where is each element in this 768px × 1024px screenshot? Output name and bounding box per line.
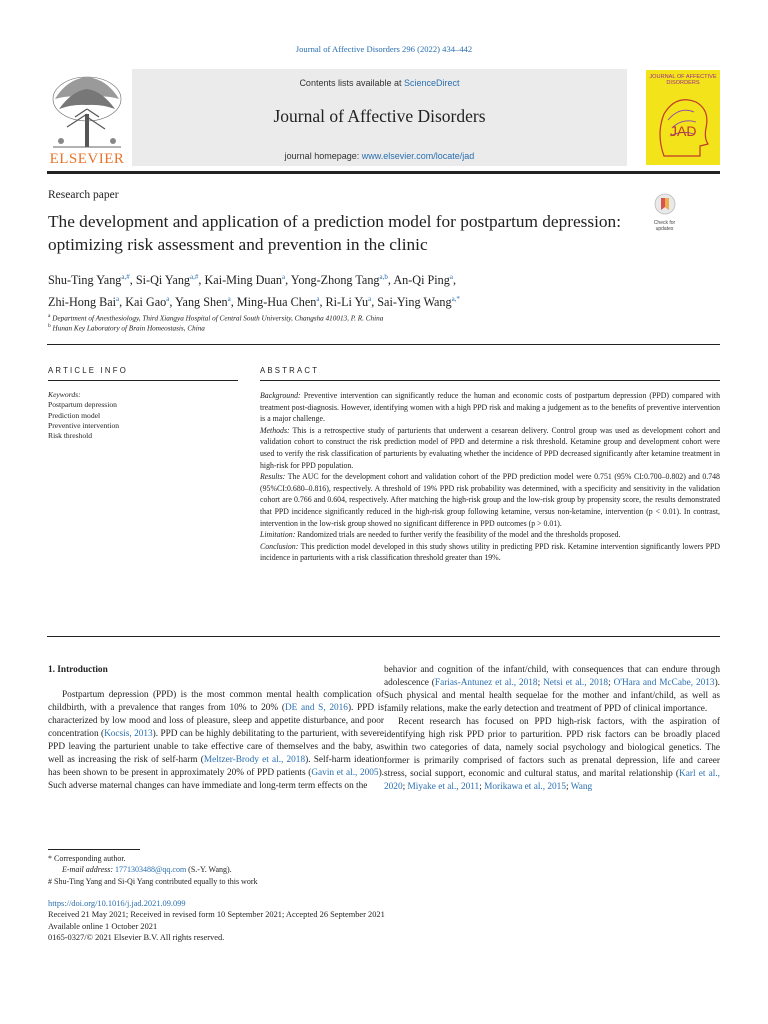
abstract-background <box>260 390 720 425</box>
keyword-item[interactable]: Risk threshold <box>48 431 93 441</box>
elsevier-tree-icon <box>47 69 127 149</box>
author-affiliation-mark[interactable]: a <box>316 295 320 304</box>
keywords-block <box>48 390 238 441</box>
keywords-label: Keywords: <box>48 390 81 399</box>
author-name[interactable]: Yang Shen <box>174 295 228 310</box>
article-type: Research paper <box>48 189 119 201</box>
footnotes <box>48 853 448 887</box>
abstract-text: Randomized trials are needed to further verify the feasibility of the model and the thresholds proposed. <box>297 530 621 540</box>
author-affiliation-mark[interactable]: a,b <box>379 273 388 281</box>
abstract-results <box>260 471 720 529</box>
affiliation-a <box>48 313 383 322</box>
doi-link[interactable]: https://doi.org/10.1016/j.jad.2021.09.099 <box>48 899 186 908</box>
author-affiliation-mark[interactable]: a <box>166 295 170 304</box>
journal-homepage-link[interactable]: www.elsevier.com/locate/jad <box>361 151 475 161</box>
author-name[interactable]: Ri-Li Yu <box>325 295 369 310</box>
body-text: ; <box>402 782 408 793</box>
author-name[interactable]: Sai-Ying Wang <box>377 295 452 310</box>
keyword-item[interactable]: Postpartum depression <box>48 400 117 410</box>
abstract-text: Preventive intervention can significantly reduce the human and economic costs of postpartum depression (PPD) compared with treatment post-diagnosis. However, identifying women with a high PPD risk and making a judgement as to the benefits of preventive intervention is a major challenge. <box>260 391 720 424</box>
reference-link[interactable]: Morikawa et al., 2015 <box>484 782 566 793</box>
abstract-body <box>260 390 720 564</box>
reference-link[interactable]: DE and S, 2016 <box>284 703 348 714</box>
abstract-conclusion <box>260 541 720 564</box>
abstract-label: Methods: <box>260 425 290 435</box>
body-text: ). Such adverse maternal changes can have immediate and long-term term effects on the <box>48 768 384 792</box>
author-name[interactable]: Yong-Zhong Tang <box>290 273 380 288</box>
abstract-label: Limitation: <box>260 530 296 540</box>
abstract-rule <box>260 380 720 381</box>
article-info-heading: ARTICLE INFO <box>48 366 128 375</box>
keyword-item[interactable]: Prediction model <box>48 410 101 420</box>
body-text: ; <box>537 678 544 689</box>
article-info-rule <box>48 380 238 381</box>
reference-link[interactable]: Gavin et al., 2005 <box>311 768 379 779</box>
received-dates: Received 21 May 2021; Received in revised form 10 September 2021; Accepted 26 September 2021 <box>48 910 385 920</box>
author-separator: , <box>285 273 291 288</box>
author-name[interactable]: Ming-Hua Chen <box>236 295 317 310</box>
journal-citation-link[interactable]: Journal of Affective Disorders 296 (2022) 434–442 <box>295 44 473 54</box>
intro-paragraph-2 <box>384 716 720 794</box>
section-heading-introduction: 1. Introduction <box>48 665 108 675</box>
body-text: ). Self-harm ideation has been shown to be present in approximately 20% of PPD patients ( <box>48 755 384 779</box>
header-rule <box>47 171 720 174</box>
body-text: ). PPD is characterized by low mood and loss of pleasure, sleep and appetite disturbance, and poor concentration ( <box>48 703 385 740</box>
cover-title: JOURNAL OF AFFECTIVE DISORDERS <box>649 74 717 86</box>
article-title: The development and application of a prediction model for postpartum depression: optimizing risk assessment and prevention in the clinic <box>48 212 621 254</box>
affiliation-b <box>48 323 205 332</box>
affiliation-text: Department of Anesthesiology, Third Xiangya Hospital of Central South University, Changsha 410013, P. R. China <box>52 314 384 323</box>
body-text: ; <box>608 678 614 689</box>
reference-link[interactable]: Wang <box>570 782 593 793</box>
cover-logo-text: JAD <box>670 123 697 139</box>
author-separator: , <box>371 295 378 310</box>
author-affiliation-mark[interactable]: a <box>368 295 372 304</box>
reference-link[interactable]: Meltzer-Brody et al., 2018 <box>203 755 306 766</box>
left-column <box>48 664 384 793</box>
author-separator: , <box>387 273 394 288</box>
check-updates-line2: updates <box>655 226 674 232</box>
author-affiliation-mark[interactable]: a <box>282 273 286 281</box>
author-name[interactable]: Shu-Ting Yang <box>48 273 122 288</box>
abstract-limitation <box>260 529 720 541</box>
email-note <box>48 864 448 875</box>
author-affiliation-mark[interactable]: a,# <box>190 273 199 281</box>
email-suffix: (S.-Y. Wang). <box>186 865 232 875</box>
author-name[interactable]: Kai Gao <box>125 295 167 310</box>
abstract-label: Conclusion: <box>260 541 299 551</box>
abstract-label: Results: <box>260 472 286 482</box>
contents-line <box>132 78 627 88</box>
article-history <box>48 898 648 944</box>
contents-prefix: Contents lists available at <box>299 78 402 88</box>
body-text: Postpartum depression (PPD) is the most common mental health complication of childbirth, with a prevalence that ranges from 10% to 20% ( <box>48 690 384 714</box>
journal-masthead <box>47 69 720 166</box>
abstract-label: Background: <box>260 391 301 400</box>
sciencedirect-link[interactable]: ScienceDirect <box>404 78 460 88</box>
reference-link[interactable]: Farias-Antunez et al., 2018 <box>434 678 538 689</box>
intro-paragraph-1 <box>48 689 384 793</box>
body-text: behavior and cognition of the infant/child, with consequences that can endure through adolescence ( <box>384 665 720 689</box>
reference-link[interactable]: Netsi et al., 2018 <box>543 678 609 689</box>
author-name[interactable]: Zhi-Hong Bai <box>48 295 117 310</box>
journal-header-box <box>132 69 627 166</box>
reference-link[interactable]: Karl et al., 2020 <box>384 769 720 793</box>
check-for-updates-button[interactable] <box>648 193 681 231</box>
homepage-line <box>132 151 627 161</box>
publisher-name: ELSEVIER <box>49 151 125 167</box>
author-separator: , <box>198 273 205 288</box>
affiliation-text: Hunan Key Laboratory of Brain Homeostasis, China <box>52 324 205 333</box>
author-name[interactable]: Si-Qi Yang <box>135 273 191 288</box>
journal-cover-thumbnail[interactable] <box>646 70 720 165</box>
affiliation-mark: a <box>48 313 51 319</box>
author-affiliation-mark[interactable]: a,# <box>121 273 130 281</box>
divider-rule <box>47 344 720 345</box>
author-separator: , <box>129 273 136 288</box>
keyword-item[interactable]: Preventive intervention <box>48 420 120 430</box>
author-list <box>48 268 718 312</box>
abstract-end-rule <box>47 636 720 637</box>
reference-link[interactable]: O'Hara and McCabe, 2013 <box>613 678 715 689</box>
body-text: ; <box>565 782 571 793</box>
cover-head-icon <box>646 84 720 164</box>
corresponding-author-note: * Corresponding author. <box>48 854 126 863</box>
check-updates-icon <box>654 193 676 215</box>
body-text: ). PPD can be highly debilitating to the parturient, with severe PPD leaving the parturient unable to take effective care of themselves and the baby, as well as increasing the risk of self-harm ( <box>48 729 384 766</box>
author-affiliation-mark[interactable]: a <box>227 295 231 304</box>
author-name[interactable]: An-Qi Ping <box>393 273 450 288</box>
author-separator: , <box>169 295 175 310</box>
author-affiliation-mark[interactable]: a <box>449 273 453 281</box>
body-text: Recent research has focused on PPD high-risk factors, with the aspiration of identifying high risk PPD prior to parturition. PPD risk factors can be broadly placed within two categories of data, namely social psychology and biological genetics. The former is primarily comprised of factors such as prenatal depression, life and career stress, social support, economic and cultural status, and marital relationship ( <box>384 717 720 780</box>
copyright: 0165-0327/© 2021 Elsevier B.V. All rights reserved. <box>48 933 225 943</box>
intro-paragraph-1-continued <box>384 664 720 716</box>
email-link[interactable]: 1771303488@qq.com <box>115 865 187 875</box>
abstract-text: This prediction model developed in this study shows utility in predicting PPD risk. Ketamine intervention significantly lowers PPD incidence in parturients with a risk classification threshold greater than 19%. <box>260 541 720 563</box>
elsevier-logo[interactable] <box>47 69 127 166</box>
author-name[interactable]: Kai-Ming Duan <box>204 273 282 288</box>
reference-link[interactable]: Kocsis, 2013 <box>104 729 153 740</box>
author-separator: , <box>119 295 126 310</box>
abstract-text: This is a retrospective study of parturients that underwent a cesarean delivery. Control group was used as development cohort and validation cohort to construct the risk prediction model of PPD and determine a risk threshold. Ketamine group and development cohort were used to verify the risk classification of parturients by evaluating whether the incidence of PPD decreased significantly after ketamine treatment in high-risk for PPD population. <box>260 425 720 470</box>
available-online: Available online 1 October 2021 <box>48 921 158 931</box>
abstract-methods <box>260 425 720 471</box>
author-separator: , <box>230 295 237 310</box>
footnote-rule <box>48 849 140 850</box>
equal-contribution-note: # Shu-Ting Yang and Si-Qi Yang contributed equally to this work <box>48 876 258 886</box>
reference-link[interactable]: Miyake et al., 2011 <box>407 782 480 793</box>
author-separator: , <box>452 273 457 288</box>
author-separator: , <box>319 295 326 310</box>
affiliation-mark: b <box>48 323 51 329</box>
author-affiliation-mark[interactable]: a <box>116 295 120 304</box>
journal-title: Journal of Affective Disorders <box>273 106 486 126</box>
homepage-prefix: journal homepage: <box>284 151 360 161</box>
email-label: E-mail address: <box>62 865 114 875</box>
body-text: ). Such physical and mental health sequelae for the mother and infant/child, as well as family relations, make the early detection and treatment of PPD of clinical importance. <box>384 678 720 715</box>
abstract-text: The AUC for the development cohort and validation cohort of the PPD prediction model were 0.751 (95% CI:0.700–0.802) and 0.748 (95%CI:0.680–0.816), respectively. A threshold of 19% PPD risk probability was determined, with a specificity and sensitivity in the validation cohort are 0.766 and 0.604, respectively. After matching the high-risk group and the low-risk group by propensity score, the results demonstrated that PPD incidence significantly reduced in the high-risk group following ketamine, versus non-ketamine, intervention (p < 0.01). In contrast, intervention in the low-risk group showed no significant difference in PPD outcomes (p > 0.01). <box>260 472 720 528</box>
check-updates-line1: Check for <box>653 220 676 226</box>
author-affiliation-mark[interactable]: a,* <box>451 295 460 304</box>
body-text: ; <box>479 782 485 793</box>
abstract-heading: ABSTRACT <box>260 366 320 375</box>
right-column <box>384 664 720 794</box>
